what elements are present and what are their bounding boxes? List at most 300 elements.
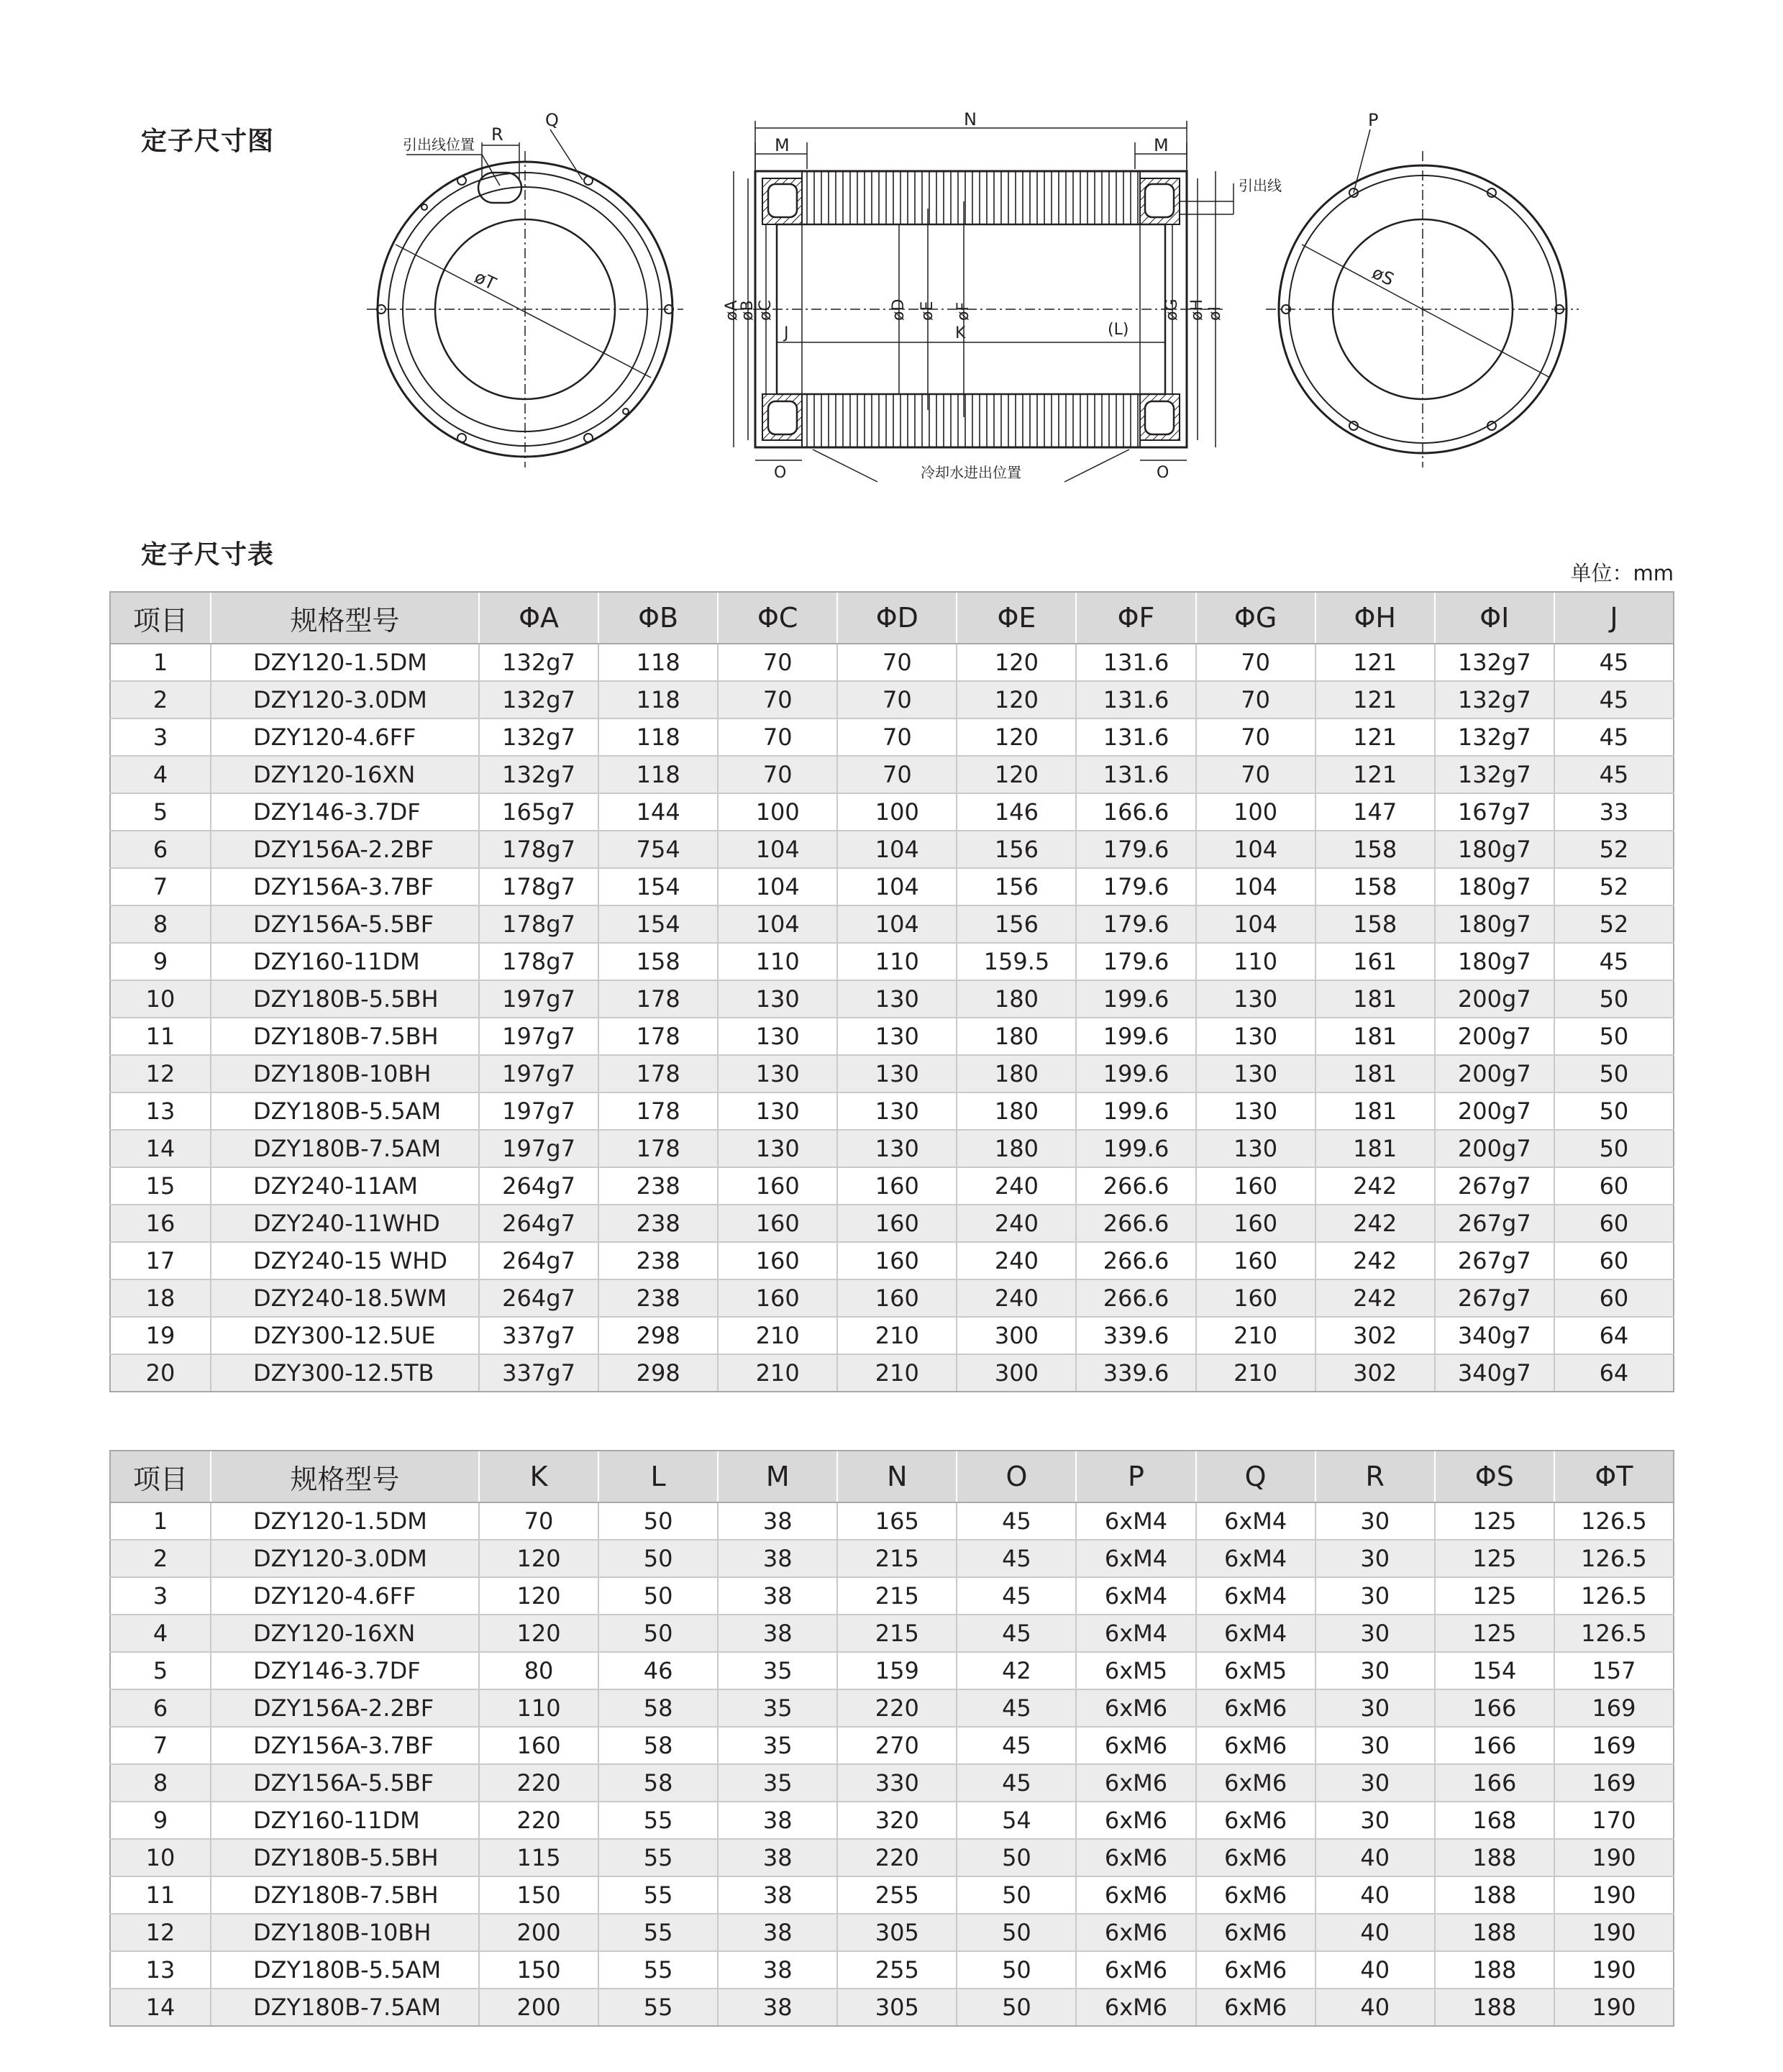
value-cell: 264g7: [479, 1167, 598, 1205]
value-cell: 158: [1315, 868, 1435, 905]
value-cell: 180: [957, 980, 1076, 1018]
value-cell: 38: [718, 1577, 837, 1615]
value-cell: 215: [837, 1540, 957, 1577]
value-cell: 197g7: [479, 1092, 598, 1130]
value-cell: 166: [1435, 1689, 1554, 1727]
dim-o-right-label: O: [1157, 464, 1169, 482]
row-index-cell: 14: [110, 1989, 211, 2026]
value-cell: 220: [479, 1764, 598, 1802]
value-cell: 131.6: [1076, 756, 1195, 793]
value-cell: 6xM4: [1076, 1577, 1195, 1615]
value-cell: 199.6: [1076, 1018, 1195, 1055]
row-index-cell: 11: [110, 1876, 211, 1914]
value-cell: 40: [1315, 1914, 1435, 1951]
value-cell: 58: [598, 1689, 718, 1727]
value-cell: 181: [1315, 1018, 1435, 1055]
value-cell: 6xM5: [1196, 1652, 1315, 1689]
value-cell: 70: [1196, 718, 1315, 756]
dim-phi-a-label: øA: [723, 300, 741, 321]
column-header: O: [957, 1451, 1076, 1502]
value-cell: 120: [957, 681, 1076, 718]
row-index-cell: 19: [110, 1317, 211, 1354]
value-cell: 30: [1315, 1540, 1435, 1577]
column-header: 规格型号: [211, 1451, 479, 1502]
value-cell: 60: [1554, 1279, 1674, 1317]
value-cell: 255: [837, 1951, 957, 1989]
value-cell: 266.6: [1076, 1205, 1195, 1242]
value-cell: 200g7: [1435, 1018, 1554, 1055]
value-cell: 6xM6: [1196, 1802, 1315, 1839]
value-cell: 38: [718, 1876, 837, 1914]
value-cell: 30: [1315, 1727, 1435, 1764]
lead-position-label: 引出线位置: [403, 136, 475, 153]
column-header: ΦH: [1315, 592, 1435, 644]
model-cell: DZY120-1.5DM: [211, 644, 479, 681]
value-cell: 100: [718, 793, 837, 831]
value-cell: 298: [598, 1317, 718, 1354]
value-cell: 298: [598, 1354, 718, 1392]
value-cell: 188: [1435, 1951, 1554, 1989]
table-row: [110, 905, 1674, 943]
value-cell: 337g7: [479, 1317, 598, 1354]
value-cell: 6xM4: [1196, 1615, 1315, 1652]
value-cell: 255: [837, 1876, 957, 1914]
value-cell: 199.6: [1076, 1055, 1195, 1092]
value-cell: 50: [598, 1615, 718, 1652]
value-cell: 150: [479, 1876, 598, 1914]
value-cell: 120: [479, 1540, 598, 1577]
value-cell: 179.6: [1076, 943, 1195, 980]
model-cell: DZY156A-5.5BF: [211, 1764, 479, 1802]
value-cell: 197g7: [479, 1018, 598, 1055]
value-cell: 45: [957, 1689, 1076, 1727]
model-cell: DZY120-16XN: [211, 756, 479, 793]
value-cell: 240: [957, 1242, 1076, 1279]
model-cell: DZY120-3.0DM: [211, 681, 479, 718]
value-cell: 160: [837, 1167, 957, 1205]
value-cell: 46: [598, 1652, 718, 1689]
value-cell: 130: [1196, 1130, 1315, 1167]
value-cell: 104: [718, 868, 837, 905]
value-cell: 188: [1435, 1839, 1554, 1876]
value-cell: 50: [1554, 1018, 1674, 1055]
value-cell: 130: [837, 1055, 957, 1092]
value-cell: 110: [718, 943, 837, 980]
value-cell: 130: [718, 1055, 837, 1092]
row-index-cell: 20: [110, 1354, 211, 1392]
value-cell: 130: [837, 1092, 957, 1130]
dim-o-left-label: O: [774, 464, 787, 482]
value-cell: 160: [1196, 1205, 1315, 1242]
table-row: [110, 1502, 1674, 1540]
value-cell: 210: [837, 1317, 957, 1354]
value-cell: 166: [1435, 1727, 1554, 1764]
value-cell: 38: [718, 1914, 837, 1951]
table-header-row: [110, 1451, 1674, 1502]
model-cell: DZY240-18.5WM: [211, 1279, 479, 1317]
row-index-cell: 2: [110, 681, 211, 718]
value-cell: 30: [1315, 1615, 1435, 1652]
column-header: J: [1554, 592, 1674, 644]
value-cell: 179.6: [1076, 831, 1195, 868]
value-cell: 197g7: [479, 1055, 598, 1092]
value-cell: 50: [598, 1502, 718, 1540]
value-cell: 160: [718, 1279, 837, 1317]
model-cell: DZY120-4.6FF: [211, 718, 479, 756]
value-cell: 178: [598, 1130, 718, 1167]
table-row: [110, 1727, 1674, 1764]
value-cell: 180g7: [1435, 943, 1554, 980]
value-cell: 188: [1435, 1876, 1554, 1914]
value-cell: 130: [718, 1130, 837, 1167]
value-cell: 181: [1315, 980, 1435, 1018]
drawing-title: 定子尺寸图: [141, 127, 275, 156]
value-cell: 70: [837, 644, 957, 681]
value-cell: 181: [1315, 1130, 1435, 1167]
column-header: ΦA: [479, 592, 598, 644]
table-row: [110, 1652, 1674, 1689]
table-row: [110, 1951, 1674, 1989]
value-cell: 330: [837, 1764, 957, 1802]
column-header: ΦT: [1554, 1451, 1674, 1502]
value-cell: 50: [957, 1839, 1076, 1876]
value-cell: 45: [957, 1727, 1076, 1764]
value-cell: 210: [718, 1354, 837, 1392]
row-index-cell: 6: [110, 1689, 211, 1727]
value-cell: 132g7: [479, 681, 598, 718]
value-cell: 126.5: [1554, 1577, 1674, 1615]
value-cell: 158: [1315, 831, 1435, 868]
row-index-cell: 8: [110, 905, 211, 943]
model-cell: DZY180B-10BH: [211, 1914, 479, 1951]
table-row: [110, 1876, 1674, 1914]
value-cell: 220: [479, 1802, 598, 1839]
value-cell: 242: [1315, 1279, 1435, 1317]
dim-phi-d-label: øD: [890, 298, 908, 321]
value-cell: 144: [598, 793, 718, 831]
value-cell: 104: [1196, 905, 1315, 943]
column-header: N: [837, 1451, 957, 1502]
table-row: [110, 1615, 1674, 1652]
value-cell: 264g7: [479, 1279, 598, 1317]
value-cell: 40: [1315, 1839, 1435, 1876]
value-cell: 305: [837, 1914, 957, 1951]
value-cell: 266.6: [1076, 1167, 1195, 1205]
value-cell: 70: [1196, 681, 1315, 718]
row-index-cell: 17: [110, 1242, 211, 1279]
dim-p-label: P: [1368, 110, 1379, 130]
value-cell: 60: [1554, 1205, 1674, 1242]
value-cell: 199.6: [1076, 1130, 1195, 1167]
value-cell: 169: [1554, 1689, 1674, 1727]
value-cell: 132g7: [1435, 756, 1554, 793]
row-index-cell: 6: [110, 831, 211, 868]
value-cell: 270: [837, 1727, 957, 1764]
value-cell: 180g7: [1435, 905, 1554, 943]
value-cell: 160: [837, 1242, 957, 1279]
value-cell: 50: [598, 1577, 718, 1615]
value-cell: 38: [718, 1951, 837, 1989]
model-cell: DZY156A-2.2BF: [211, 1689, 479, 1727]
row-index-cell: 8: [110, 1764, 211, 1802]
value-cell: 70: [718, 718, 837, 756]
value-cell: 178g7: [479, 905, 598, 943]
value-cell: 45: [957, 1540, 1076, 1577]
value-cell: 6xM6: [1076, 1764, 1195, 1802]
value-cell: 30: [1315, 1802, 1435, 1839]
value-cell: 6xM6: [1076, 1989, 1195, 2026]
value-cell: 179.6: [1076, 905, 1195, 943]
column-header: ΦI: [1435, 592, 1554, 644]
model-cell: DZY120-4.6FF: [211, 1577, 479, 1615]
column-header: M: [718, 1451, 837, 1502]
value-cell: 131.6: [1076, 681, 1195, 718]
dim-m-right-label: M: [1154, 135, 1169, 155]
value-cell: 147: [1315, 793, 1435, 831]
value-cell: 6xM6: [1196, 1689, 1315, 1727]
value-cell: 50: [957, 1914, 1076, 1951]
cooling-position-label: 冷却水进出位置: [921, 464, 1021, 481]
row-index-cell: 10: [110, 1839, 211, 1876]
value-cell: 100: [837, 793, 957, 831]
table-row: [110, 793, 1674, 831]
row-index-cell: 13: [110, 1951, 211, 1989]
row-index-cell: 13: [110, 1092, 211, 1130]
table-row: [110, 1540, 1674, 1577]
table-row: [110, 1802, 1674, 1839]
value-cell: 210: [1196, 1317, 1315, 1354]
value-cell: 55: [598, 1802, 718, 1839]
value-cell: 180: [957, 1018, 1076, 1055]
value-cell: 104: [837, 831, 957, 868]
value-cell: 169: [1554, 1727, 1674, 1764]
value-cell: 130: [718, 1018, 837, 1055]
value-cell: 6xM5: [1076, 1652, 1195, 1689]
table-row: [110, 644, 1674, 681]
value-cell: 120: [957, 756, 1076, 793]
value-cell: 6xM6: [1196, 1876, 1315, 1914]
lead-label: 引出线: [1239, 177, 1282, 194]
row-index-cell: 4: [110, 1615, 211, 1652]
value-cell: 242: [1315, 1167, 1435, 1205]
value-cell: 104: [1196, 831, 1315, 868]
value-cell: 156: [957, 831, 1076, 868]
value-cell: 125: [1435, 1615, 1554, 1652]
row-index-cell: 3: [110, 718, 211, 756]
row-index-cell: 7: [110, 1727, 211, 1764]
value-cell: 6xM6: [1076, 1727, 1195, 1764]
model-cell: DZY180B-5.5BH: [211, 1839, 479, 1876]
dimension-table-2: [109, 1450, 1674, 2027]
value-cell: 160: [837, 1279, 957, 1317]
column-header: P: [1076, 1451, 1195, 1502]
value-cell: 199.6: [1076, 980, 1195, 1018]
value-cell: 242: [1315, 1205, 1435, 1242]
value-cell: 150: [479, 1951, 598, 1989]
value-cell: 55: [598, 1951, 718, 1989]
row-index-cell: 9: [110, 943, 211, 980]
value-cell: 156: [957, 868, 1076, 905]
dim-r-label: R: [491, 124, 503, 145]
value-cell: 130: [837, 980, 957, 1018]
value-cell: 45: [1554, 681, 1674, 718]
value-cell: 181: [1315, 1055, 1435, 1092]
row-index-cell: 5: [110, 793, 211, 831]
value-cell: 180g7: [1435, 868, 1554, 905]
value-cell: 170: [1554, 1802, 1674, 1839]
value-cell: 45: [957, 1615, 1076, 1652]
value-cell: 340g7: [1435, 1317, 1554, 1354]
value-cell: 60: [1554, 1167, 1674, 1205]
value-cell: 121: [1315, 681, 1435, 718]
value-cell: 6xM6: [1076, 1876, 1195, 1914]
value-cell: 110: [479, 1689, 598, 1727]
value-cell: 146: [957, 793, 1076, 831]
table-row: [110, 1130, 1674, 1167]
value-cell: 132g7: [479, 756, 598, 793]
value-cell: 118: [598, 644, 718, 681]
right-end-view: [1266, 129, 1579, 467]
value-cell: 58: [598, 1727, 718, 1764]
table-row: [110, 1577, 1674, 1615]
value-cell: 35: [718, 1652, 837, 1689]
model-cell: DZY180B-7.5BH: [211, 1018, 479, 1055]
value-cell: 38: [718, 1802, 837, 1839]
value-cell: 339.6: [1076, 1317, 1195, 1354]
column-header: ΦF: [1076, 592, 1195, 644]
model-cell: DZY156A-3.7BF: [211, 1727, 479, 1764]
value-cell: 6xM4: [1196, 1540, 1315, 1577]
left-end-view: [367, 129, 683, 467]
value-cell: 35: [718, 1764, 837, 1802]
value-cell: 158: [598, 943, 718, 980]
value-cell: 45: [1554, 756, 1674, 793]
column-header: K: [479, 1451, 598, 1502]
value-cell: 188: [1435, 1914, 1554, 1951]
dim-l-label: (L): [1108, 321, 1129, 339]
row-index-cell: 12: [110, 1055, 211, 1092]
column-header: R: [1315, 1451, 1435, 1502]
value-cell: 168: [1435, 1802, 1554, 1839]
value-cell: 6xM4: [1196, 1577, 1315, 1615]
table-row: [110, 1242, 1674, 1279]
value-cell: 42: [957, 1652, 1076, 1689]
dim-phi-h-label: øH: [1188, 298, 1206, 321]
value-cell: 178g7: [479, 831, 598, 868]
value-cell: 165g7: [479, 793, 598, 831]
value-cell: 160: [837, 1205, 957, 1242]
value-cell: 199.6: [1076, 1092, 1195, 1130]
dim-phi-g-label: øG: [1163, 298, 1181, 321]
value-cell: 50: [1554, 1055, 1674, 1092]
column-header: 项目: [110, 592, 211, 644]
value-cell: 45: [1554, 943, 1674, 980]
model-cell: DZY180B-5.5AM: [211, 1092, 479, 1130]
value-cell: 131.6: [1076, 644, 1195, 681]
model-cell: DZY160-11DM: [211, 1802, 479, 1839]
value-cell: 104: [718, 905, 837, 943]
model-cell: DZY300-12.5UE: [211, 1317, 479, 1354]
model-cell: DZY156A-3.7BF: [211, 868, 479, 905]
row-index-cell: 2: [110, 1540, 211, 1577]
value-cell: 64: [1554, 1354, 1674, 1392]
value-cell: 200g7: [1435, 1055, 1554, 1092]
value-cell: 200: [479, 1914, 598, 1951]
value-cell: 120: [479, 1615, 598, 1652]
value-cell: 130: [718, 980, 837, 1018]
unit-label: 单位：mm: [1570, 561, 1674, 585]
value-cell: 132g7: [1435, 718, 1554, 756]
value-cell: 210: [837, 1354, 957, 1392]
value-cell: 110: [837, 943, 957, 980]
value-cell: 197g7: [479, 1130, 598, 1167]
dim-phi-c-label: øC: [757, 300, 775, 321]
value-cell: 6xM6: [1196, 1989, 1315, 2026]
value-cell: 320: [837, 1802, 957, 1839]
value-cell: 160: [718, 1205, 837, 1242]
dim-phi-i-label: øI: [1206, 306, 1224, 321]
value-cell: 40: [1315, 1876, 1435, 1914]
value-cell: 156: [957, 905, 1076, 943]
row-index-cell: 18: [110, 1279, 211, 1317]
row-index-cell: 12: [110, 1914, 211, 1951]
value-cell: 125: [1435, 1502, 1554, 1540]
column-header: ΦE: [957, 592, 1076, 644]
value-cell: 220: [837, 1689, 957, 1727]
table-row: [110, 1205, 1674, 1242]
value-cell: 200g7: [1435, 1092, 1554, 1130]
model-cell: DZY180B-5.5AM: [211, 1951, 479, 1989]
table-row: [110, 868, 1674, 905]
value-cell: 125: [1435, 1577, 1554, 1615]
value-cell: 50: [957, 1989, 1076, 2026]
model-cell: DZY120-1.5DM: [211, 1502, 479, 1540]
value-cell: 180: [957, 1130, 1076, 1167]
value-cell: 40: [1315, 1951, 1435, 1989]
column-header: ΦS: [1435, 1451, 1554, 1502]
value-cell: 104: [718, 831, 837, 868]
value-cell: 238: [598, 1279, 718, 1317]
dim-phi-b-label: øB: [739, 300, 757, 321]
value-cell: 132g7: [1435, 681, 1554, 718]
value-cell: 337g7: [479, 1354, 598, 1392]
table-row: [110, 681, 1674, 718]
model-cell: DZY156A-2.2BF: [211, 831, 479, 868]
model-cell: DZY180B-5.5BH: [211, 980, 479, 1018]
dim-n-label: N: [964, 109, 977, 129]
value-cell: 157: [1554, 1652, 1674, 1689]
value-cell: 50: [598, 1540, 718, 1577]
column-header: ΦC: [718, 592, 837, 644]
column-header: 项目: [110, 1451, 211, 1502]
value-cell: 242: [1315, 1242, 1435, 1279]
value-cell: 190: [1554, 1989, 1674, 2026]
row-index-cell: 16: [110, 1205, 211, 1242]
value-cell: 126.5: [1554, 1540, 1674, 1577]
value-cell: 104: [837, 868, 957, 905]
value-cell: 200: [479, 1989, 598, 2026]
value-cell: 6xM6: [1076, 1914, 1195, 1951]
model-cell: DZY240-15 WHD: [211, 1242, 479, 1279]
value-cell: 52: [1554, 868, 1674, 905]
value-cell: 165: [837, 1502, 957, 1540]
value-cell: 35: [718, 1727, 837, 1764]
value-cell: 70: [718, 681, 837, 718]
table-row: [110, 1167, 1674, 1205]
table-row: [110, 1764, 1674, 1802]
model-cell: DZY156A-5.5BF: [211, 905, 479, 943]
value-cell: 302: [1315, 1317, 1435, 1354]
